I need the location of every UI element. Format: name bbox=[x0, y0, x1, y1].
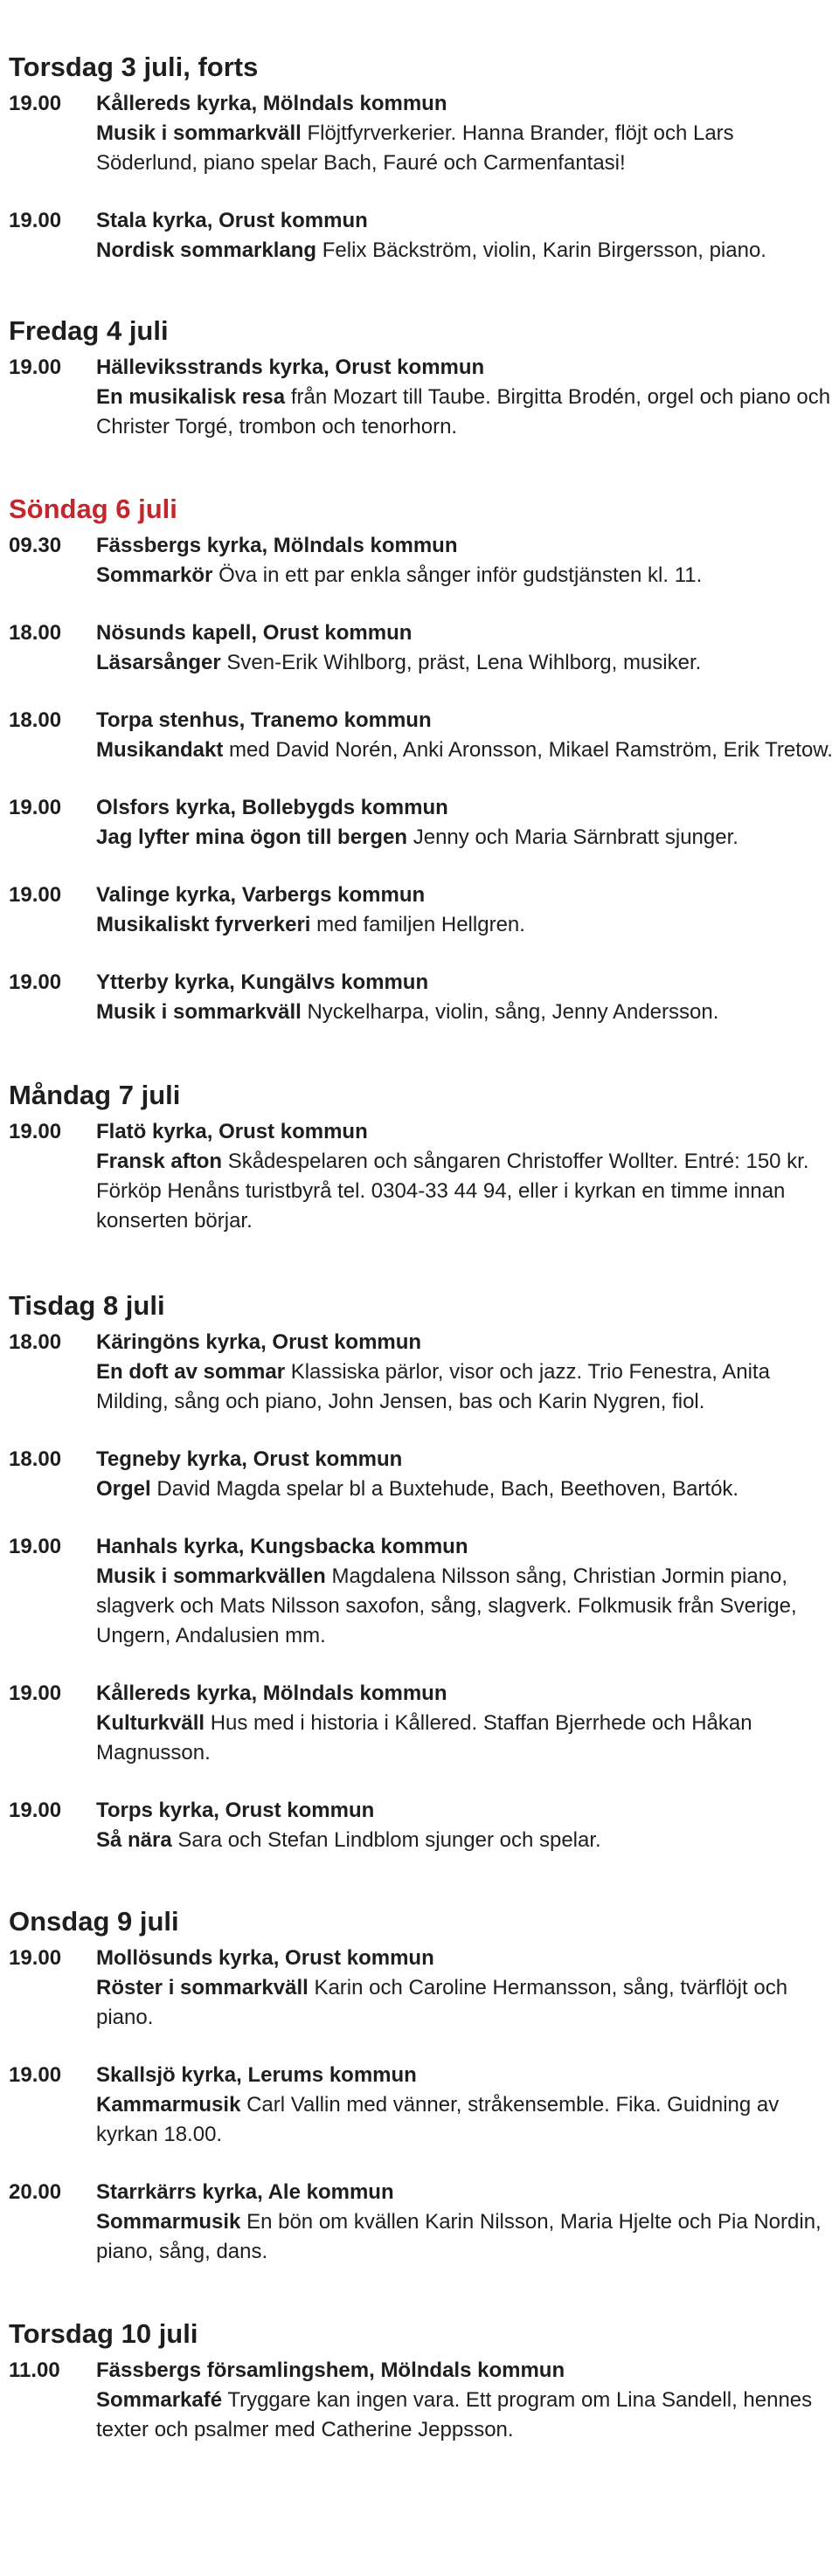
event-description bbox=[96, 998, 839, 1027]
day-section bbox=[9, 51, 839, 266]
event-details bbox=[96, 793, 839, 853]
event-description bbox=[96, 2090, 839, 2150]
event-entry bbox=[9, 706, 839, 765]
event-details bbox=[96, 706, 839, 765]
event-description bbox=[96, 1973, 839, 2033]
event-details bbox=[96, 2178, 839, 2267]
event-entry bbox=[9, 2356, 839, 2445]
day-heading: Måndag 7 juli bbox=[9, 1080, 181, 1110]
event-time: 18.00 bbox=[9, 621, 62, 645]
event-desc-text: David Magda spelar bl a Buxtehude, Bach, Beethoven, Bartók. bbox=[156, 1477, 739, 1501]
event-title: Läsarsånger bbox=[96, 651, 221, 674]
event-time: 19.00 bbox=[9, 1946, 62, 1970]
event-desc-text: Flöjtfyrverkerier. Hanna Brander, flöjt och Lars Söderlund, piano spelar Bach, Fauré och Carmenfantasi! bbox=[96, 121, 734, 175]
event-title: Fransk afton bbox=[96, 1150, 223, 1173]
event-entry bbox=[9, 881, 839, 940]
event-venue: Käringöns kyrka, Orust kommun bbox=[96, 1330, 422, 1354]
event-details bbox=[96, 353, 839, 442]
event-venue: Starrkärrs kyrka, Ale kommun bbox=[96, 2180, 394, 2204]
event-desc-text: Felix Bäckström, violin, Karin Birgersson, piano. bbox=[322, 238, 766, 262]
event-entry bbox=[9, 1117, 839, 1236]
event-time: 19.00 bbox=[9, 883, 62, 907]
event-title: Sommarkör bbox=[96, 563, 213, 587]
event-title: Så nära bbox=[96, 1828, 172, 1852]
event-time: 18.00 bbox=[9, 708, 62, 732]
event-details bbox=[96, 968, 839, 1027]
event-venue: Hanhals kyrka, Kungsbacka kommun bbox=[96, 1535, 468, 1558]
event-description bbox=[96, 823, 839, 853]
event-description bbox=[96, 1357, 839, 1417]
event-entry bbox=[9, 968, 839, 1027]
event-entry bbox=[9, 2178, 839, 2267]
event-venue: Fässbergs församlingshem, Mölndals kommun bbox=[96, 2358, 565, 2382]
event-venue: Ytterby kyrka, Kungälvs kommun bbox=[96, 970, 429, 994]
day-section bbox=[9, 1289, 839, 1855]
event-time: 19.00 bbox=[9, 2063, 62, 2087]
day-section bbox=[9, 314, 839, 442]
event-desc-text: Sven-Erik Wihlborg, präst, Lena Wihlborg, musiker. bbox=[226, 651, 702, 674]
event-desc-text: Tryggare kan ingen vara. Ett program om Lina Sandell, hennes texter och psalmer med Catherine Jeppsson. bbox=[96, 2388, 813, 2441]
day-heading: Söndag 6 juli bbox=[9, 494, 177, 524]
event-description bbox=[96, 1562, 839, 1651]
event-venue: Torpa stenhus, Tranemo kommun bbox=[96, 708, 432, 732]
event-description bbox=[96, 119, 839, 178]
event-desc-text: Öva in ett par enkla sånger inför gudstjänsten kl. 11. bbox=[218, 563, 703, 587]
event-time: 19.00 bbox=[9, 356, 62, 379]
event-time: 19.00 bbox=[9, 209, 62, 232]
event-entry bbox=[9, 1944, 839, 2033]
event-description bbox=[96, 2207, 839, 2267]
event-description bbox=[96, 648, 839, 678]
event-desc-text: En bön om kvällen Karin Nilsson, Maria Hjelte och Pia Nordin, piano, sång, dans. bbox=[96, 2210, 822, 2263]
event-time: 19.00 bbox=[9, 1535, 62, 1558]
day-section bbox=[9, 2317, 839, 2445]
day-heading: Onsdag 9 juli bbox=[9, 1906, 179, 1937]
event-title: Röster i sommarkväll bbox=[96, 1976, 309, 1999]
event-description bbox=[96, 1709, 839, 1768]
event-details bbox=[96, 206, 839, 266]
event-venue: Stala kyrka, Orust kommun bbox=[96, 209, 368, 232]
event-time: 19.00 bbox=[9, 1120, 62, 1143]
event-venue: Flatö kyrka, Orust kommun bbox=[96, 1120, 368, 1143]
event-description bbox=[96, 1826, 839, 1855]
event-description bbox=[96, 561, 839, 590]
event-venue: Tegneby kyrka, Orust kommun bbox=[96, 1447, 403, 1471]
day-heading: Fredag 4 juli bbox=[9, 315, 169, 346]
day-section bbox=[9, 1079, 839, 1236]
event-details bbox=[96, 1944, 839, 2033]
event-venue: Skallsjö kyrka, Lerums kommun bbox=[96, 2063, 417, 2087]
event-title: Nordisk sommarklang bbox=[96, 238, 317, 262]
event-desc-text: Jenny och Maria Särnbratt sjunger. bbox=[413, 825, 738, 849]
event-description bbox=[96, 383, 839, 442]
event-description bbox=[96, 1474, 839, 1504]
day-heading: Tisdag 8 juli bbox=[9, 1290, 165, 1321]
event-venue: Valinge kyrka, Varbergs kommun bbox=[96, 883, 426, 907]
event-entry bbox=[9, 1679, 839, 1768]
event-title: Orgel bbox=[96, 1477, 151, 1501]
event-details bbox=[96, 1328, 839, 1417]
event-title: Musikaliskt fyrverkeri bbox=[96, 913, 311, 936]
event-venue: Kållereds kyrka, Mölndals kommun bbox=[96, 92, 447, 115]
event-title: En doft av sommar bbox=[96, 1360, 286, 1384]
event-entry bbox=[9, 618, 839, 678]
event-time: 19.00 bbox=[9, 1799, 62, 1822]
event-time: 19.00 bbox=[9, 1682, 62, 1705]
event-entry bbox=[9, 793, 839, 853]
program-listing bbox=[0, 51, 839, 2445]
event-desc-text: Nyckelharpa, violin, sång, Jenny Andersson. bbox=[307, 1000, 719, 1024]
event-entry bbox=[9, 206, 839, 266]
event-time: 09.30 bbox=[9, 534, 62, 557]
event-desc-text: med familjen Hellgren. bbox=[316, 913, 525, 936]
event-time: 19.00 bbox=[9, 970, 62, 994]
event-description bbox=[96, 1147, 839, 1236]
event-venue: Olsfors kyrka, Bollebygds kommun bbox=[96, 796, 448, 819]
day-heading: Torsdag 3 juli, forts bbox=[9, 52, 259, 82]
event-title: Musik i sommarkväll bbox=[96, 1000, 302, 1024]
day-section bbox=[9, 493, 839, 1027]
event-venue: Nösunds kapell, Orust kommun bbox=[96, 621, 413, 645]
event-desc-text: Karin och Caroline Hermansson, sång, tvärflöjt och piano. bbox=[96, 1976, 788, 2029]
event-entry bbox=[9, 89, 839, 178]
event-description bbox=[96, 236, 839, 266]
event-details bbox=[96, 618, 839, 678]
event-title: Musik i sommarkväll bbox=[96, 121, 302, 145]
event-details bbox=[96, 881, 839, 940]
event-entry bbox=[9, 1532, 839, 1651]
event-entry bbox=[9, 1445, 839, 1504]
event-details bbox=[96, 1796, 839, 1855]
event-title: Kammarmusik bbox=[96, 2093, 241, 2117]
event-title: Musik i sommarkvällen bbox=[96, 1564, 326, 1588]
event-details bbox=[96, 89, 839, 178]
event-desc-text: med David Norén, Anki Aronsson, Mikael Ramström, Erik Tretow. bbox=[229, 738, 833, 762]
event-title: Sommarkafé bbox=[96, 2388, 223, 2412]
event-entry bbox=[9, 1328, 839, 1417]
event-title: Musikandakt bbox=[96, 738, 224, 762]
event-time: 11.00 bbox=[9, 2358, 60, 2382]
event-venue: Mollösunds kyrka, Orust kommun bbox=[96, 1946, 434, 1970]
event-description bbox=[96, 910, 839, 940]
event-description bbox=[96, 2386, 839, 2445]
event-details bbox=[96, 2061, 839, 2150]
event-description bbox=[96, 736, 839, 765]
event-entry bbox=[9, 1796, 839, 1855]
event-venue: Hälleviksstrands kyrka, Orust kommun bbox=[96, 356, 485, 379]
event-details bbox=[96, 1532, 839, 1651]
event-desc-text: Skådespelaren och sångaren Christoffer Wollter. Entré: 150 kr. Förköp Henåns turistbyrå tel. 0304-33 44 94, eller i kyrkan en timme innan konserten börjar. bbox=[96, 1150, 809, 1233]
event-entry bbox=[9, 2061, 839, 2150]
event-time: 20.00 bbox=[9, 2180, 62, 2204]
event-title: Jag lyfter mina ögon till bergen bbox=[96, 825, 408, 849]
event-title: Kulturkväll bbox=[96, 1711, 205, 1735]
event-time: 18.00 bbox=[9, 1330, 62, 1354]
event-desc-text: Carl Vallin med vänner, stråkensemble. Fika. Guidning av kyrkan 18.00. bbox=[96, 2093, 780, 2146]
event-desc-text: Hus med i historia i Kållered. Staffan Bjerrhede och Håkan Magnusson. bbox=[96, 1711, 752, 1765]
event-desc-text: Sara och Stefan Lindblom sjunger och spelar. bbox=[177, 1828, 601, 1852]
event-desc-text: Klassiska pärlor, visor och jazz. Trio Fenestra, Anita Milding, sång och piano, John Jensen, bas och Karin Nygren, fiol. bbox=[96, 1360, 770, 1413]
event-details bbox=[96, 531, 839, 590]
day-section bbox=[9, 1905, 839, 2267]
event-title: Sommarmusik bbox=[96, 2210, 241, 2234]
event-venue: Fässbergs kyrka, Mölndals kommun bbox=[96, 534, 458, 557]
event-time: 19.00 bbox=[9, 92, 62, 115]
day-heading: Torsdag 10 juli bbox=[9, 2318, 198, 2349]
event-details bbox=[96, 1117, 839, 1236]
event-desc-text: från Mozart till Taube. Birgitta Brodén, orgel och piano och Christer Torgé, trombon och tenorhorn. bbox=[96, 385, 831, 439]
event-time: 18.00 bbox=[9, 1447, 62, 1471]
event-details bbox=[96, 1679, 839, 1768]
event-title: En musikalisk resa bbox=[96, 385, 286, 409]
event-details bbox=[96, 1445, 839, 1504]
event-details bbox=[96, 2356, 839, 2445]
event-entry bbox=[9, 531, 839, 590]
event-entry bbox=[9, 353, 839, 442]
event-time: 19.00 bbox=[9, 796, 62, 819]
event-venue: Torps kyrka, Orust kommun bbox=[96, 1799, 375, 1822]
event-venue: Kållereds kyrka, Mölndals kommun bbox=[96, 1682, 447, 1705]
event-desc-text: Magdalena Nilsson sång, Christian Jormin piano, slagverk och Mats Nilsson saxofon, sång, slagverk. Folkmusik från Sverige, Ungern, Andalusien mm. bbox=[96, 1564, 797, 1647]
